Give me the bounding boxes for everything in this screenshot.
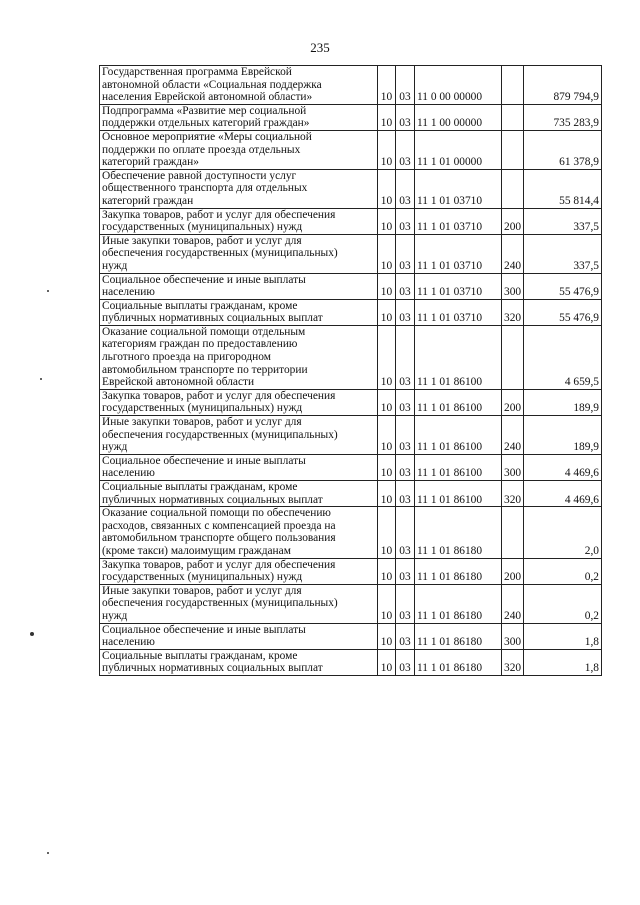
row-name-cell: Социальное обеспечение и иные выплаты населению <box>100 454 378 480</box>
row-name-cell: Иные закупки товаров, работ и услуг для обеспечения государственных (муниципальных) нужд <box>100 584 378 623</box>
budget-table-body <box>100 66 602 676</box>
row-subsection-cell: 03 <box>396 299 415 325</box>
row-section-cell: 10 <box>378 416 396 455</box>
table-row <box>100 416 602 455</box>
row-amount-cell: 189,9 <box>524 416 602 455</box>
row-name-cell: Основное мероприятие «Меры социальной поддержки по оплате проезда отдельных категорий граждан» <box>100 130 378 169</box>
row-expense-type-cell: 300 <box>502 454 524 480</box>
row-subsection-cell: 03 <box>396 208 415 234</box>
row-amount-cell: 61 378,9 <box>524 130 602 169</box>
row-section-cell: 10 <box>378 649 396 675</box>
row-amount-cell: 55 476,9 <box>524 299 602 325</box>
row-subsection-cell: 03 <box>396 66 415 105</box>
row-expense-type-cell <box>502 325 524 389</box>
row-expense-type-cell: 320 <box>502 649 524 675</box>
row-subsection-cell: 03 <box>396 507 415 558</box>
row-amount-cell: 0,2 <box>524 584 602 623</box>
row-amount-cell: 4 469,6 <box>524 454 602 480</box>
row-section-cell: 10 <box>378 389 396 415</box>
table-row <box>100 558 602 584</box>
scan-speck <box>40 378 42 380</box>
row-name-cell: Иные закупки товаров, работ и услуг для обеспечения государственных (муниципальных) нужд <box>100 416 378 455</box>
row-section-cell: 10 <box>378 325 396 389</box>
row-expense-type-cell: 320 <box>502 299 524 325</box>
row-section-cell: 10 <box>378 130 396 169</box>
table-row <box>100 507 602 558</box>
row-section-cell: 10 <box>378 234 396 273</box>
row-target-article-cell: 11 1 01 86100 <box>415 389 502 415</box>
table-row <box>100 234 602 273</box>
budget-table <box>99 65 602 676</box>
table-row <box>100 649 602 675</box>
row-subsection-cell: 03 <box>396 623 415 649</box>
row-name-cell: Социальное обеспечение и иные выплаты населению <box>100 623 378 649</box>
row-expense-type-cell: 200 <box>502 208 524 234</box>
row-section-cell: 10 <box>378 169 396 208</box>
row-section-cell: 10 <box>378 104 396 130</box>
row-name-cell: Государственная программа Еврейской автономной области «Социальная поддержка населения Еврейской автономной области» <box>100 66 378 105</box>
row-name-cell: Обеспечение равной доступности услуг общественного транспорта для отдельных категорий граждан <box>100 169 378 208</box>
row-amount-cell: 337,5 <box>524 208 602 234</box>
row-section-cell: 10 <box>378 558 396 584</box>
row-subsection-cell: 03 <box>396 649 415 675</box>
row-subsection-cell: 03 <box>396 273 415 299</box>
row-amount-cell: 0,2 <box>524 558 602 584</box>
row-target-article-cell: 11 1 01 03710 <box>415 299 502 325</box>
table-row <box>100 389 602 415</box>
row-amount-cell: 189,9 <box>524 389 602 415</box>
row-target-article-cell: 11 1 01 03710 <box>415 208 502 234</box>
row-target-article-cell: 11 1 01 03710 <box>415 273 502 299</box>
row-section-cell: 10 <box>378 208 396 234</box>
row-amount-cell: 337,5 <box>524 234 602 273</box>
row-name-cell: Закупка товаров, работ и услуг для обеспечения государственных (муниципальных) нужд <box>100 558 378 584</box>
row-subsection-cell: 03 <box>396 104 415 130</box>
row-target-article-cell: 11 1 00 00000 <box>415 104 502 130</box>
row-subsection-cell: 03 <box>396 389 415 415</box>
table-row <box>100 623 602 649</box>
row-name-cell: Социальные выплаты гражданам, кроме публичных нормативных социальных выплат <box>100 481 378 507</box>
row-section-cell: 10 <box>378 623 396 649</box>
table-row <box>100 66 602 105</box>
table-row <box>100 325 602 389</box>
row-name-cell: Оказание социальной помощи по обеспечению расходов, связанных с компенсацией проезда на автомобильном транспорте общего пользования (кроме такси) малоимущим гражданам <box>100 507 378 558</box>
scan-speck <box>47 852 49 854</box>
row-subsection-cell: 03 <box>396 130 415 169</box>
row-expense-type-cell: 200 <box>502 558 524 584</box>
table-row <box>100 584 602 623</box>
scan-speck <box>47 290 49 292</box>
row-target-article-cell: 11 0 00 00000 <box>415 66 502 105</box>
row-subsection-cell: 03 <box>396 558 415 584</box>
row-target-article-cell: 11 1 01 86100 <box>415 416 502 455</box>
row-section-cell: 10 <box>378 481 396 507</box>
row-amount-cell: 55 476,9 <box>524 273 602 299</box>
row-name-cell: Социальные выплаты гражданам, кроме публичных нормативных социальных выплат <box>100 299 378 325</box>
row-section-cell: 10 <box>378 299 396 325</box>
row-target-article-cell: 11 1 01 86100 <box>415 325 502 389</box>
table-row <box>100 481 602 507</box>
row-name-cell: Социальное обеспечение и иные выплаты населению <box>100 273 378 299</box>
row-name-cell: Закупка товаров, работ и услуг для обеспечения государственных (муниципальных) нужд <box>100 208 378 234</box>
row-name-cell: Подпрограмма «Развитие мер социальной поддержки отдельных категорий граждан» <box>100 104 378 130</box>
row-target-article-cell: 11 1 01 86180 <box>415 558 502 584</box>
row-section-cell: 10 <box>378 273 396 299</box>
row-target-article-cell: 11 1 01 03710 <box>415 169 502 208</box>
row-subsection-cell: 03 <box>396 234 415 273</box>
row-expense-type-cell: 240 <box>502 416 524 455</box>
row-expense-type-cell: 300 <box>502 273 524 299</box>
row-subsection-cell: 03 <box>396 481 415 507</box>
row-name-cell: Иные закупки товаров, работ и услуг для обеспечения государственных (муниципальных) нужд <box>100 234 378 273</box>
row-amount-cell: 735 283,9 <box>524 104 602 130</box>
row-name-cell: Социальные выплаты гражданам, кроме публичных нормативных социальных выплат <box>100 649 378 675</box>
row-expense-type-cell <box>502 169 524 208</box>
row-target-article-cell: 11 1 01 86180 <box>415 649 502 675</box>
table-row <box>100 208 602 234</box>
row-amount-cell: 4 659,5 <box>524 325 602 389</box>
table-row <box>100 104 602 130</box>
row-section-cell: 10 <box>378 454 396 480</box>
row-expense-type-cell <box>502 104 524 130</box>
row-amount-cell: 1,8 <box>524 623 602 649</box>
row-amount-cell: 4 469,6 <box>524 481 602 507</box>
row-target-article-cell: 11 1 01 86100 <box>415 481 502 507</box>
row-expense-type-cell <box>502 507 524 558</box>
row-name-cell: Оказание социальной помощи отдельным категориям граждан по предоставлению льготного проезда на пригородном автомобильном транспорте по территории Еврейской автономной области <box>100 325 378 389</box>
row-section-cell: 10 <box>378 584 396 623</box>
row-target-article-cell: 11 1 01 86100 <box>415 454 502 480</box>
table-row <box>100 299 602 325</box>
row-subsection-cell: 03 <box>396 454 415 480</box>
row-expense-type-cell <box>502 66 524 105</box>
row-amount-cell: 55 814,4 <box>524 169 602 208</box>
row-target-article-cell: 11 1 01 03710 <box>415 234 502 273</box>
page-number: 235 <box>310 40 330 55</box>
row-amount-cell: 2,0 <box>524 507 602 558</box>
row-expense-type-cell: 240 <box>502 234 524 273</box>
row-target-article-cell: 11 1 01 86180 <box>415 584 502 623</box>
row-expense-type-cell: 200 <box>502 389 524 415</box>
row-expense-type-cell: 240 <box>502 584 524 623</box>
row-section-cell: 10 <box>378 66 396 105</box>
row-subsection-cell: 03 <box>396 169 415 208</box>
row-amount-cell: 879 794,9 <box>524 66 602 105</box>
table-row <box>100 454 602 480</box>
row-expense-type-cell <box>502 130 524 169</box>
row-target-article-cell: 11 1 01 86180 <box>415 623 502 649</box>
table-row <box>100 130 602 169</box>
table-row <box>100 273 602 299</box>
row-subsection-cell: 03 <box>396 416 415 455</box>
scan-speck <box>30 632 34 636</box>
row-subsection-cell: 03 <box>396 325 415 389</box>
row-subsection-cell: 03 <box>396 584 415 623</box>
row-target-article-cell: 11 1 01 00000 <box>415 130 502 169</box>
row-name-cell: Закупка товаров, работ и услуг для обеспечения государственных (муниципальных) нужд <box>100 389 378 415</box>
row-section-cell: 10 <box>378 507 396 558</box>
row-amount-cell: 1,8 <box>524 649 602 675</box>
row-target-article-cell: 11 1 01 86180 <box>415 507 502 558</box>
row-expense-type-cell: 300 <box>502 623 524 649</box>
table-row <box>100 169 602 208</box>
row-expense-type-cell: 320 <box>502 481 524 507</box>
